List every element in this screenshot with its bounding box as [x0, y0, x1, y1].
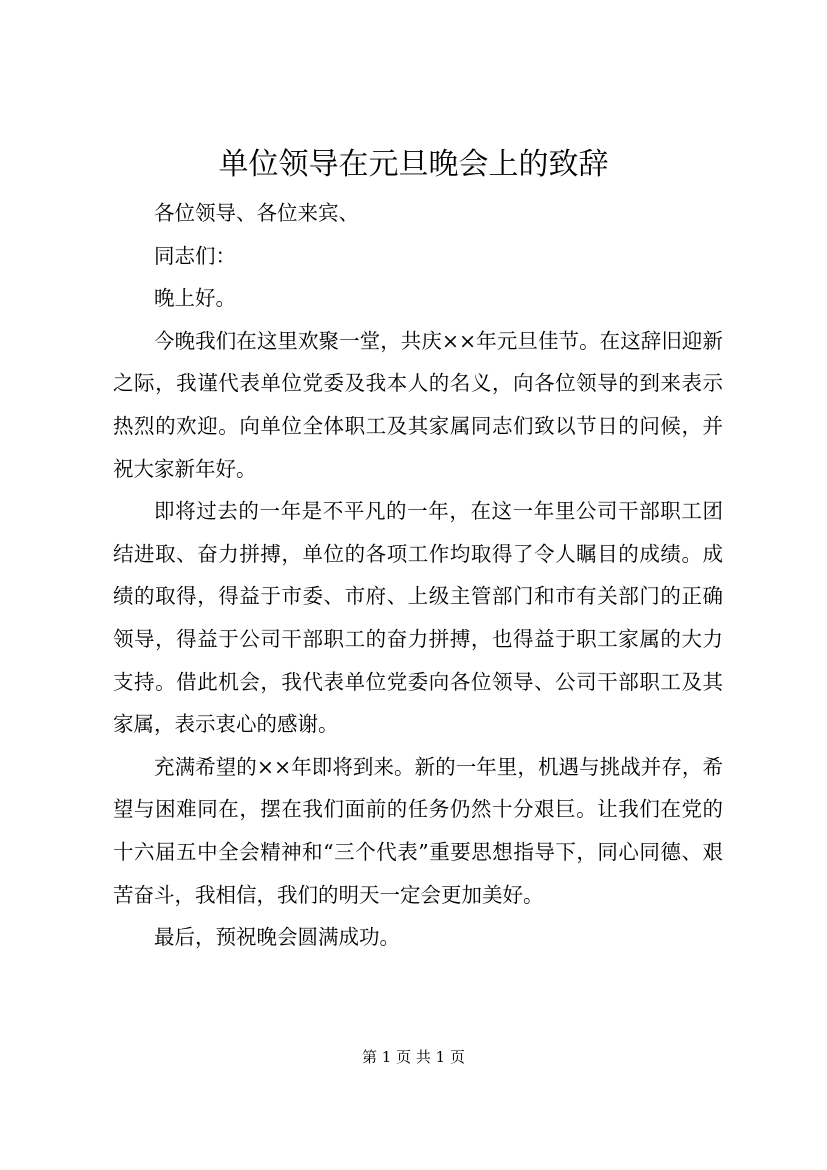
page-footer: 第 1 页 共 1 页 — [362, 1048, 465, 1066]
body-paragraph: 同志们： — [154, 243, 236, 268]
document-title: 单位领导在元旦晚会上的致辞 — [218, 147, 609, 182]
document-body — [113, 192, 723, 959]
body-paragraph: 各位领导、各位来宾、 — [154, 201, 359, 225]
body-paragraph: 即将过去的一年是不平凡的一年，在这一年里公司干部职工团结进取、奋力拼搏，单位的各项工作均取得了令人瞩目的成绩。成绩的取得，得益于市委、市府、上级主管部门和市有关部门的正确领导，得益于公司干部职工的奋力拼搏，也得益于职工家属的大力支持。借此机会，我代表单位党委向各位领导、公司干部职工及其家属，表示衷心的感谢。 — [113, 499, 723, 737]
body-paragraph: 充满希望的××年即将到来。新的一年里，机遇与挑战并存，希望与困难同在，摆在我们面前的任务仍然十分艰巨。让我们在党的十六届五中全会精神和“三个代表”重要思想指导下，同心同德、艰苦奋斗，我相信，我们的明天一定会更加美好。 — [113, 754, 723, 907]
body-paragraph: 晚上好。 — [154, 286, 236, 311]
body-paragraph: 今晚我们在这里欢聚一堂，共庆××年元旦佳节。在这辞旧迎新之际，我谨代表单位党委及我本人的名义，向各位领导的到来表示热烈的欢迎。向单位全体职工及其家属同志们致以节日的问候，并祝大家新年好。 — [113, 328, 723, 481]
body-paragraph: 最后，预祝晚会圆满成功。 — [154, 925, 400, 950]
